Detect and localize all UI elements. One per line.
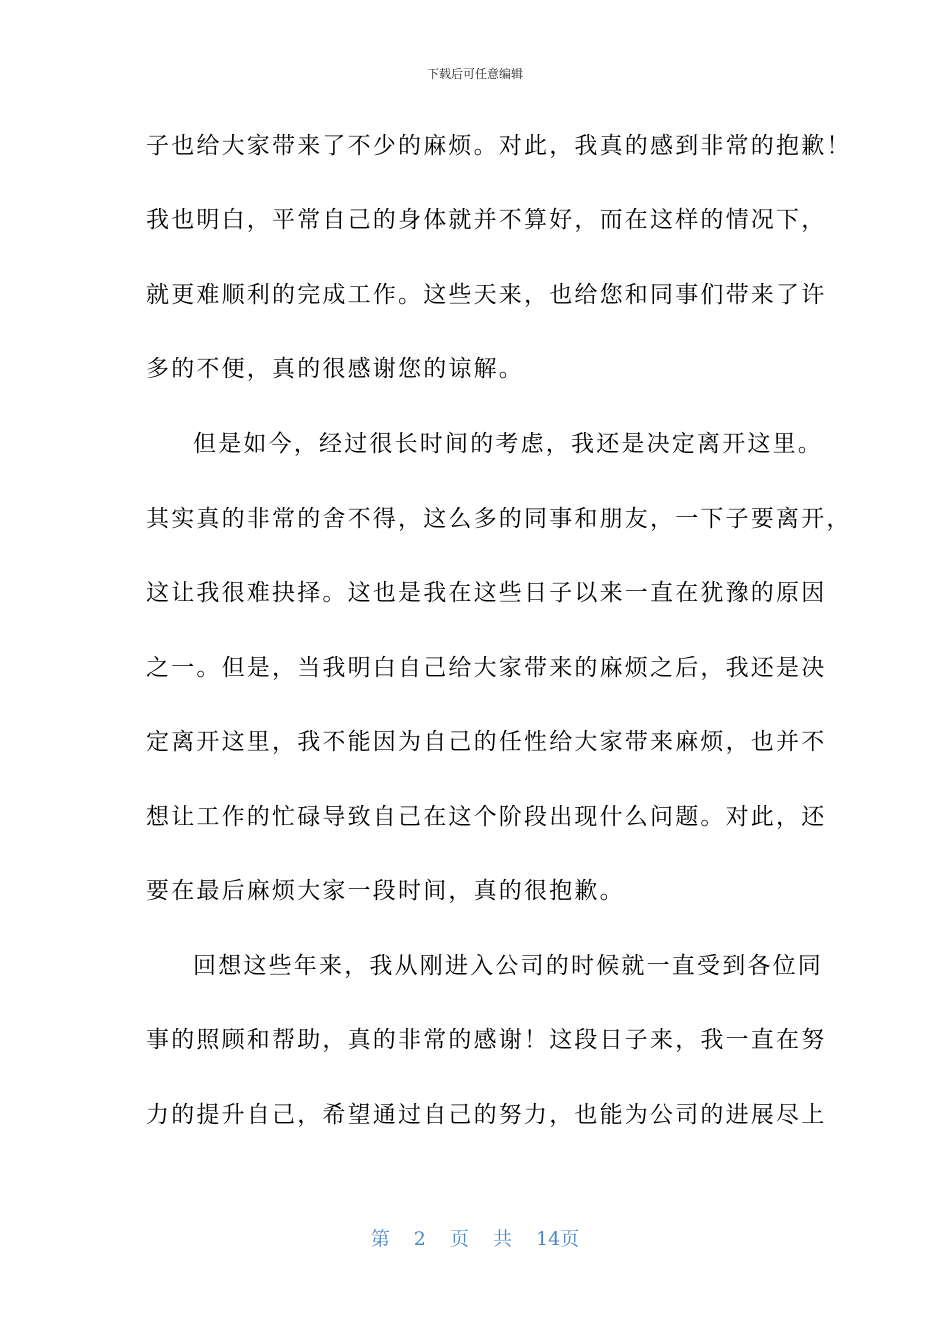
total-pages: 14页 — [536, 1228, 580, 1250]
page-footer — [0, 1226, 950, 1252]
text-line: 力的提升自己，希望通过自己的努力，也能为公司的进展尽上 — [146, 1102, 827, 1128]
text-line: 子也给大家带来了不少的麻烦。对此，我真的感到非常的抱歉！ — [146, 133, 852, 159]
text-line: 我也明白，平常自己的身体就并不算好，而在这样的情况下， — [146, 207, 827, 233]
paragraph-first-line: 回想这些年来，我从刚进入公司的时候就一直受到各位同 — [193, 953, 823, 979]
page-header: 下载后可任意编辑 — [426, 67, 523, 81]
text-line: 之一。但是，当我明白自己给大家带来的麻烦之后，我还是决 — [146, 655, 827, 681]
paragraph-first-line: 但是如今，经过很长时间的考虑，我还是决定离开这里。 — [193, 431, 823, 457]
page-label-unit: 页 — [449, 1228, 469, 1250]
current-page-number: 2 — [413, 1228, 426, 1250]
text-line: 多的不便，真的很感谢您的谅解。 — [146, 356, 524, 382]
text-line: 其实真的非常的舍不得，这么多的同事和朋友，一下子要离开， — [146, 506, 852, 532]
text-line: 事的照顾和帮助，真的非常的感谢！这段日子来，我一直在努 — [146, 1027, 827, 1053]
total-label: 共 — [493, 1228, 513, 1250]
text-line: 这让我很难抉择。这也是我在这些日子以来一直在犹豫的原因 — [146, 580, 827, 606]
text-line: 定离开这里，我不能因为自己的任性给大家带来麻烦，也并不 — [146, 729, 827, 755]
text-line: 要在最后麻烦大家一段时间，真的很抱歉。 — [146, 878, 625, 904]
text-line: 就更难顺利的完成工作。这些天来，也给您和同事们带来了许 — [146, 282, 827, 308]
page-label: 第 — [370, 1228, 390, 1250]
text-line: 想让工作的忙碌导致自己在这个阶段出现什么问题。对此，还 — [146, 804, 827, 830]
